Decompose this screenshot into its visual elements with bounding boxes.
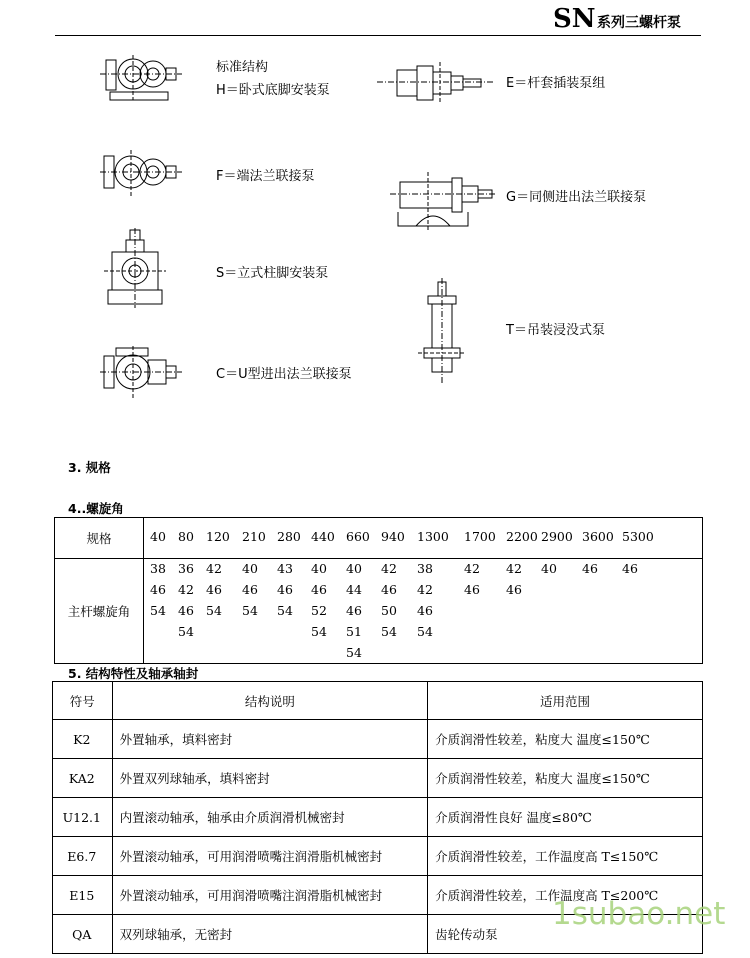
bearing-code: E15 xyxy=(53,876,113,915)
angle-value: 46 xyxy=(417,603,433,618)
angle-value: 40 xyxy=(541,561,557,576)
angle-value: 46 xyxy=(206,582,222,597)
bearing-application: 介质润滑性良好 温度≤80℃ xyxy=(428,798,703,837)
angle-value: 46 xyxy=(346,603,362,618)
angle-value: 46 xyxy=(311,582,327,597)
angle-value: 44 xyxy=(346,582,362,597)
pump-t-label: T＝吊装浸没式泵 xyxy=(506,323,605,338)
bearing-code: U12.1 xyxy=(53,798,113,837)
watermark: 1subao.net xyxy=(552,896,726,932)
angle-value: 46 xyxy=(464,582,480,597)
angle-value: 54 xyxy=(206,603,222,618)
angle-value: 46 xyxy=(506,582,522,597)
pump-c-label: C＝U型进出法兰联接泵 xyxy=(216,367,352,382)
angle-value: 42 xyxy=(417,582,433,597)
brand-sn: SN xyxy=(553,4,596,34)
spec-value: 660 xyxy=(346,529,370,544)
angle-value: 46 xyxy=(178,603,194,618)
angle-value: 38 xyxy=(417,561,433,576)
spec-value: 2200 xyxy=(506,529,538,544)
bearing-description: 外置双列球轴承，填料密封 xyxy=(112,759,427,798)
section-4-heading: 4..螺旋角 xyxy=(68,501,124,516)
spec-value: 3600 xyxy=(582,529,614,544)
bearing-row xyxy=(53,720,703,759)
angle-value: 40 xyxy=(346,561,362,576)
angle-value: 54 xyxy=(242,603,258,618)
angle-value: 43 xyxy=(277,561,293,576)
angle-value: 46 xyxy=(277,582,293,597)
angle-values-cell xyxy=(144,559,703,664)
page-title: 系列三螺杆泵 xyxy=(597,15,681,31)
bearing-application: 介质润滑性较差，工作温度高 T≤150℃ xyxy=(428,837,703,876)
angle-value: 54 xyxy=(381,624,397,639)
bearing-code: E6.7 xyxy=(53,837,113,876)
angle-value: 50 xyxy=(381,603,397,618)
bearing-header-cell: 结构说明 xyxy=(112,682,427,720)
bearing-header-row xyxy=(53,682,703,720)
angle-value: 54 xyxy=(150,603,166,618)
spec-value: 280 xyxy=(277,529,301,544)
pump-t-drawing xyxy=(418,278,466,386)
bearing-description: 外置轴承，填料密封 xyxy=(112,720,427,759)
angle-value: 46 xyxy=(582,561,598,576)
pump-f-label: F＝端法兰联接泵 xyxy=(216,169,315,184)
section-5-heading: 5. 结构特性及轴承轴封 xyxy=(68,666,199,681)
bearing-row xyxy=(53,759,703,798)
pump-std-label: 标准结构 xyxy=(216,60,269,75)
spec-label: 规格 xyxy=(55,518,144,559)
angle-value: 54 xyxy=(277,603,293,618)
pump-g-label: G＝同侧进出法兰联接泵 xyxy=(506,190,647,205)
section-3-heading: 3. 规格 xyxy=(68,460,111,475)
bearing-code: QA xyxy=(53,915,113,954)
angle-value: 40 xyxy=(311,561,327,576)
spec-value: 40 xyxy=(150,529,166,544)
spec-value: 5300 xyxy=(622,529,654,544)
angle-value: 42 xyxy=(381,561,397,576)
pump-h-label: H＝卧式底脚安装泵 xyxy=(216,83,330,98)
spec-value: 80 xyxy=(178,529,194,544)
angle-value: 42 xyxy=(178,582,194,597)
spec-value: 2900 xyxy=(541,529,573,544)
bearing-description: 外置滚动轴承，可用润滑喷嘴注润滑脂机械密封 xyxy=(112,876,427,915)
angle-value: 40 xyxy=(242,561,258,576)
bearing-code: KA2 xyxy=(53,759,113,798)
pump-c-drawing xyxy=(98,344,188,402)
angle-value: 46 xyxy=(242,582,258,597)
spec-value: 120 xyxy=(206,529,230,544)
angle-value: 42 xyxy=(206,561,222,576)
angle-row xyxy=(55,559,703,664)
angle-value: 54 xyxy=(178,624,194,639)
bearing-description: 双列球轴承，无密封 xyxy=(112,915,427,954)
angle-value: 46 xyxy=(622,561,638,576)
pump-g-drawing xyxy=(388,170,500,232)
pump-h-drawing xyxy=(98,50,188,108)
bearing-description: 内置滚动轴承，轴承由介质润滑机械密封 xyxy=(112,798,427,837)
angle-value: 46 xyxy=(381,582,397,597)
angle-value: 51 xyxy=(346,624,362,639)
pump-s-label: S＝立式柱脚安装泵 xyxy=(216,266,329,281)
bearing-description: 外置滚动轴承，可用润滑喷嘴注润滑脂机械密封 xyxy=(112,837,427,876)
bearing-application: 介质润滑性较差，工作温度高 T≤200℃ xyxy=(428,876,703,915)
bearing-row xyxy=(53,798,703,837)
spec-values-cell xyxy=(144,518,703,559)
spec-value: 940 xyxy=(381,529,405,544)
bearing-application: 齿轮传动泵 xyxy=(428,915,703,954)
pump-f-drawing xyxy=(98,148,188,200)
spec-value: 440 xyxy=(311,529,335,544)
header-rule xyxy=(55,35,701,36)
pump-s-drawing xyxy=(104,228,166,310)
bearing-application: 介质润滑性较差，粘度大 温度≤150℃ xyxy=(428,720,703,759)
bearing-code: K2 xyxy=(53,720,113,759)
bearing-row xyxy=(53,837,703,876)
spec-value: 210 xyxy=(242,529,266,544)
angle-label: 主杆螺旋角 xyxy=(55,559,144,664)
angle-value: 38 xyxy=(150,561,166,576)
spec-row xyxy=(55,518,703,559)
pump-e-drawing xyxy=(375,62,500,104)
helix-angle-table xyxy=(54,517,703,664)
angle-value: 42 xyxy=(506,561,522,576)
spec-value: 1300 xyxy=(417,529,449,544)
angle-value: 52 xyxy=(311,603,327,618)
pump-e-label: E＝杆套插装泵组 xyxy=(506,76,606,91)
angle-value: 54 xyxy=(417,624,433,639)
angle-value: 36 xyxy=(178,561,194,576)
angle-values xyxy=(145,560,701,662)
angle-value: 42 xyxy=(464,561,480,576)
bearing-header-cell: 适用范围 xyxy=(428,682,703,720)
angle-value: 54 xyxy=(311,624,327,639)
spec-value: 1700 xyxy=(464,529,496,544)
angle-value: 46 xyxy=(150,582,166,597)
spec-values xyxy=(145,519,701,557)
angle-value: 54 xyxy=(346,645,362,660)
bearing-application: 介质润滑性较差，粘度大 温度≤150℃ xyxy=(428,759,703,798)
bearing-header-cell: 符号 xyxy=(53,682,113,720)
